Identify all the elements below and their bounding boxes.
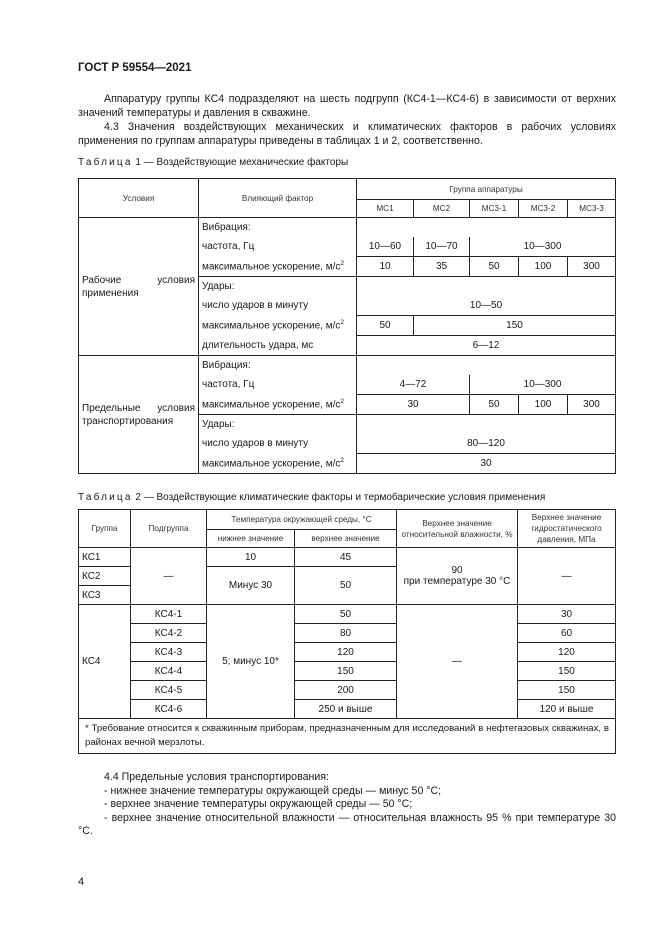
- factor-frequency: частота, Гц: [199, 237, 357, 257]
- subgroup-cell: КС4-2: [131, 624, 207, 643]
- header-mc2: МС2: [414, 200, 470, 218]
- upper-cell: 50: [295, 605, 397, 624]
- list-item-text: - нижнее значение температуры окружающей среды — минус 50 °С;: [104, 784, 442, 797]
- t-shock-acc-label: максимальное ускорение, м/с: [202, 458, 341, 470]
- t-acc-label: максимальное ускорение, м/с: [202, 399, 341, 411]
- header-humidity: Верхнее значение относительной влажности, %: [397, 510, 518, 548]
- factor-shock-duration: длительность удара, мс: [199, 336, 357, 356]
- header-group: Группа: [79, 510, 131, 548]
- transport-conditions-label: Предельные условия транспортирования: [79, 356, 199, 474]
- pressure-cell: 60: [518, 624, 616, 643]
- list-item: [78, 785, 616, 799]
- transport-acc-mc3-2: 100: [519, 395, 568, 415]
- humidity-number: 90: [451, 565, 463, 576]
- factor-vibration: Вибрация:: [199, 356, 357, 376]
- empty-cell: [357, 415, 616, 435]
- header-pressure: Верхнее значение гидростатического давления, МПа: [518, 510, 616, 548]
- shock-acc-sup: 2: [340, 319, 344, 327]
- table1-caption: [78, 157, 348, 168]
- transport-freq-b: 10—300: [470, 375, 616, 395]
- subgroup-cell: КС4-4: [131, 662, 207, 681]
- working-conditions-label: Рабочие условия применения: [79, 218, 199, 356]
- ks23-lower: Минус 30: [207, 567, 295, 605]
- transport-shock-count-value: 80—120: [357, 434, 616, 454]
- mechanical-factors-table: [78, 178, 616, 474]
- table2-caption: [78, 492, 545, 503]
- table2-caption-text: 2 — Воздействующие климатические факторы и термобарические условия применения: [132, 492, 546, 503]
- group-ks4: КС4: [79, 605, 131, 719]
- intro-text-2: 4.3 Значения воздействующих механических и климатических факторов в рабочих условиях применения по группам аппаратуры приведены в таблицах 1 и 2, соответственно.: [78, 121, 616, 147]
- subgroup-cell: КС4-6: [131, 700, 207, 719]
- intro-text-1: Аппаратуру группы КС4 подразделяют на шесть подгрупп (КС4-1—КС4-6) в зависимости от верхних значений температуры и давления в скважине.: [78, 93, 616, 119]
- header-equipment-group: Группа аппаратуры: [357, 179, 616, 200]
- work-acc-mc1: 10: [357, 257, 414, 277]
- standard-code: ГОСТ Р 59554—2021: [78, 62, 192, 74]
- transport-shock-acc-value: 30: [357, 454, 616, 474]
- group-ks2: КС2: [79, 567, 131, 586]
- factor-shocks: Удары:: [199, 415, 357, 435]
- header-temperature: Температура окружающей среды, °С: [207, 510, 397, 530]
- header-mc1: МС1: [357, 200, 414, 218]
- group-ks1: КС1: [79, 548, 131, 567]
- empty-cell: [357, 277, 616, 297]
- subgroup-cell: КС4-3: [131, 643, 207, 662]
- acc-sup: 2: [340, 260, 344, 268]
- table2-caption-word: Таблица: [78, 492, 133, 503]
- factor-acceleration: [199, 257, 357, 277]
- pressure-cell: 120 и выше: [518, 700, 616, 719]
- section-title-text: 4.4 Предельные условия транспортирования:: [104, 771, 329, 783]
- upper-cell: 120: [295, 643, 397, 662]
- factor-vibration: Вибрация:: [199, 218, 357, 238]
- work-acc-mc3-2: 100: [519, 257, 568, 277]
- page-number: 4: [78, 876, 85, 888]
- header-lower-value: нижнее значение: [207, 530, 295, 548]
- header-factor: Влияющий фактор: [199, 179, 357, 218]
- upper-cell: 150: [295, 662, 397, 681]
- upper-cell: 80: [295, 624, 397, 643]
- transport-acc-mc3-1: 50: [470, 395, 519, 415]
- pressure-cell: 150: [518, 681, 616, 700]
- header-upper-value: верхнее значение: [295, 530, 397, 548]
- humidity-value: [397, 548, 518, 605]
- upper-cell: 250 и выше: [295, 700, 397, 719]
- transport-acc-mc3-3: 300: [568, 395, 616, 415]
- section-4-4: [78, 771, 616, 839]
- work-duration-value: 6—12: [357, 336, 616, 356]
- factor-shocks: Удары:: [199, 277, 357, 297]
- empty-cell: [357, 218, 616, 238]
- header-mc3-3: МС3-3: [568, 200, 616, 218]
- transport-acc-a: 30: [357, 395, 470, 415]
- work-shock-count-value: 10—50: [357, 296, 616, 316]
- subgroup-dash: —: [131, 548, 207, 605]
- table2-footnote: * Требование относится к скважинным приборам, предназначенным для исследований в нефтегазовых скважинах, в районах вечной мерзлоты.: [79, 719, 616, 754]
- transport-freq-a: 4—72: [357, 375, 470, 395]
- intro-paragraph-1: [78, 93, 616, 120]
- list-item-text: - верхнее значение температуры окружающей среды — 50 °С;: [104, 798, 413, 811]
- humidity-note: при температуре 30 °С: [403, 576, 511, 587]
- work-acc-mc2: 35: [414, 257, 470, 277]
- list-item: [78, 812, 616, 839]
- factor-acceleration: [199, 395, 357, 415]
- factor-shock-count: число ударов в минуту: [199, 296, 357, 316]
- work-shock-acc-rest: 150: [414, 316, 616, 336]
- header-mc3-2: МС3-2: [519, 200, 568, 218]
- ks4-lower: 5; минус 10*: [207, 605, 295, 719]
- list-item: [78, 798, 616, 812]
- empty-cell: [357, 356, 616, 376]
- work-acc-mc3-1: 50: [470, 257, 519, 277]
- intro-paragraph-2: [78, 121, 616, 148]
- ks23-upper: 50: [295, 567, 397, 605]
- factor-shock-count: число ударов в минуту: [199, 434, 357, 454]
- pressure-dash: —: [518, 548, 616, 605]
- subgroup-cell: КС4-1: [131, 605, 207, 624]
- ks4-humidity: —: [397, 605, 518, 719]
- header-subgroup: Подгруппа: [131, 510, 207, 548]
- header-conditions: Условия: [79, 179, 199, 218]
- header-mc3-1: МС3-1: [470, 200, 519, 218]
- group-ks3: КС3: [79, 586, 131, 605]
- list-item-text: - верхнее значение относительной влажности — относительная влажность 95 % при температуре 30 °С.: [78, 811, 616, 838]
- factor-frequency: частота, Гц: [199, 375, 357, 395]
- work-freq-mc1: 10—60: [357, 237, 414, 257]
- t-shock-acc-sup: 2: [340, 457, 344, 465]
- shock-acc-label: максимальное ускорение, м/с: [202, 320, 341, 332]
- factor-shock-acceleration: [199, 316, 357, 336]
- upper-cell: 200: [295, 681, 397, 700]
- t-acc-sup: 2: [340, 398, 344, 406]
- work-shock-acc-mc1: 50: [357, 316, 414, 336]
- ks1-upper: 45: [295, 548, 397, 567]
- table1-caption-word: Таблица: [78, 157, 133, 168]
- table1-caption-text: 1 — Воздействующие механические факторы: [132, 157, 349, 168]
- section-4-4-title: [78, 771, 616, 785]
- pressure-cell: 30: [518, 605, 616, 624]
- subgroup-cell: КС4-5: [131, 681, 207, 700]
- pressure-cell: 120: [518, 643, 616, 662]
- work-acc-mc3-3: 300: [568, 257, 616, 277]
- acc-label: максимальное ускорение, м/с: [202, 261, 341, 273]
- ks1-lower: 10: [207, 548, 295, 567]
- pressure-cell: 150: [518, 662, 616, 681]
- factor-shock-acceleration: [199, 454, 357, 474]
- work-freq-mc2: 10—70: [414, 237, 470, 257]
- work-freq-mc3: 10—300: [470, 237, 616, 257]
- climatic-factors-table: [78, 509, 616, 754]
